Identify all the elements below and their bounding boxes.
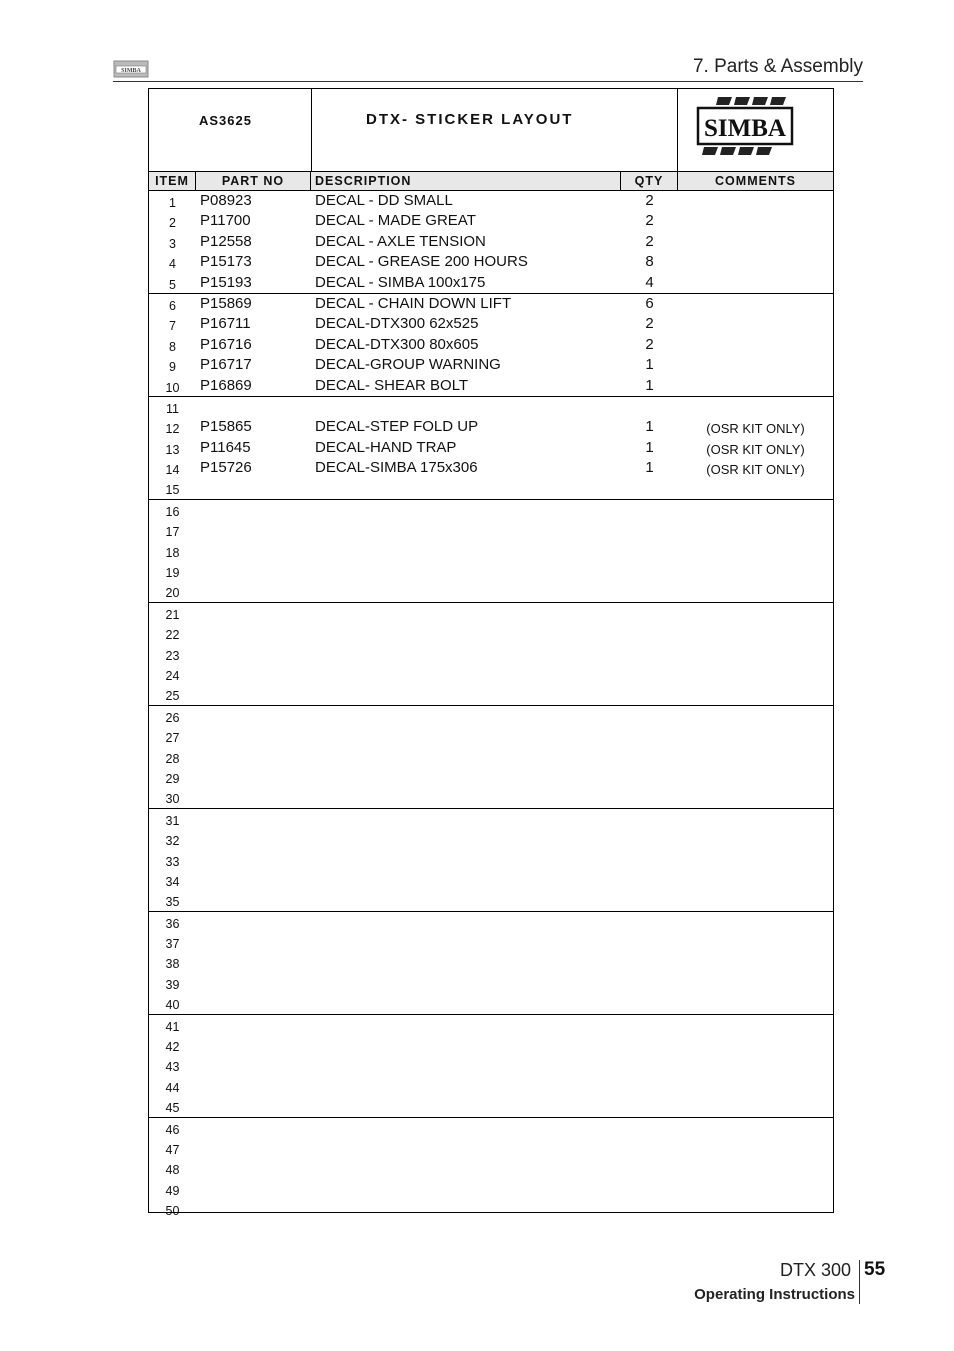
part-comment: [678, 993, 833, 1013]
table-row: [149, 458, 833, 478]
part-description: DECAL-GROUP WARNING: [315, 356, 501, 374]
part-quantity: 2: [645, 212, 654, 230]
table-row: [149, 973, 833, 993]
part-quantity: 1: [645, 376, 654, 394]
part-comment: [678, 684, 833, 704]
table-row: [149, 890, 833, 910]
part-comment: [678, 376, 833, 396]
header-rule: [113, 81, 863, 82]
part-quantity: [621, 767, 678, 787]
table-row: [149, 335, 833, 355]
part-quantity: [621, 478, 678, 498]
part-quantity: [621, 1015, 678, 1035]
item-number: 50: [165, 1204, 180, 1219]
item-number: 25: [165, 689, 180, 704]
item-number: 32: [165, 834, 180, 849]
part-quantity: 2: [645, 335, 654, 353]
part-quantity: [621, 952, 678, 972]
item-number: 14: [165, 463, 180, 478]
part-quantity: 8: [645, 253, 654, 271]
part-comment: [678, 520, 833, 540]
item-number: 18: [165, 545, 180, 560]
part-number: P16716: [200, 335, 252, 353]
assembly-code-cell: [149, 89, 312, 171]
part-comment: [678, 1096, 833, 1116]
table-row: [149, 1179, 833, 1199]
part-number: P15865: [200, 418, 252, 436]
part-description: DECAL - AXLE TENSION: [315, 232, 486, 250]
part-quantity: [621, 1158, 678, 1178]
part-number: P15193: [200, 273, 252, 291]
part-comment: [678, 232, 833, 252]
assembly-code: AS3625: [199, 113, 252, 128]
row-group: [149, 808, 833, 911]
part-comment: (OSR KIT ONLY): [706, 462, 805, 478]
part-quantity: [621, 1179, 678, 1199]
part-comment: [678, 726, 833, 746]
item-number: 40: [165, 998, 180, 1013]
table-row: [149, 273, 833, 293]
part-quantity: [621, 706, 678, 726]
table-row: [149, 561, 833, 581]
row-group: [149, 705, 833, 808]
item-number: 34: [165, 874, 180, 889]
part-quantity: [621, 726, 678, 746]
part-number: P11700: [200, 212, 251, 230]
item-number: 30: [165, 792, 180, 807]
part-description: DECAL-STEP FOLD UP: [315, 418, 479, 436]
table-row: [149, 952, 833, 972]
part-quantity: [621, 520, 678, 540]
table-row: [149, 870, 833, 890]
page-number: 55: [864, 1259, 886, 1280]
part-comment: [678, 191, 833, 211]
row-group: [149, 911, 833, 1014]
item-number: 42: [165, 1040, 180, 1055]
part-description: DECAL - SIMBA 100x175: [315, 273, 486, 291]
part-description: DECAL-DTX300 80x605: [315, 335, 479, 353]
simba-logo-cell: [678, 89, 833, 171]
item-number: 29: [165, 771, 180, 786]
part-comment: (OSR KIT ONLY): [706, 421, 805, 437]
item-number: 17: [165, 525, 180, 540]
part-comment: [678, 1158, 833, 1178]
part-comment: [678, 294, 833, 314]
part-comment: [678, 273, 833, 293]
item-number: 22: [165, 628, 180, 643]
part-comment: [678, 809, 833, 829]
part-comment: [678, 890, 833, 910]
part-number: P15173: [200, 253, 252, 271]
part-quantity: [621, 561, 678, 581]
part-number: P15726: [200, 459, 252, 477]
part-comment: [678, 1179, 833, 1199]
row-group: [149, 602, 833, 705]
row-group: [149, 293, 833, 396]
part-comment: (OSR KIT ONLY): [706, 441, 805, 457]
item-number: 5: [169, 277, 176, 292]
part-comment: [678, 706, 833, 726]
part-comment: [678, 747, 833, 767]
item-number: 12: [165, 422, 180, 437]
part-quantity: [621, 1138, 678, 1158]
table-row: [149, 603, 833, 623]
table-row: [149, 541, 833, 561]
table-row: [149, 809, 833, 829]
part-quantity: [621, 644, 678, 664]
footer-model: DTX 300: [780, 1260, 852, 1280]
table-row: [149, 850, 833, 870]
part-comment: [678, 500, 833, 520]
table-row: [149, 1035, 833, 1055]
part-comment: [678, 397, 833, 417]
part-quantity: 1: [645, 438, 654, 456]
table-row: [149, 1138, 833, 1158]
part-quantity: [621, 500, 678, 520]
item-number: 38: [165, 957, 180, 972]
table-row: [149, 767, 833, 787]
item-number: 45: [165, 1101, 180, 1116]
sheet-title: DTX- STICKER LAYOUT: [366, 111, 574, 128]
item-number: 28: [165, 751, 180, 766]
parts-rows: [149, 191, 833, 1220]
part-number: P12558: [200, 232, 252, 250]
table-row: [149, 787, 833, 807]
table-row: [149, 252, 833, 272]
header-simba-logo: [113, 60, 149, 78]
part-comment: [678, 767, 833, 787]
column-header-row: [149, 171, 833, 191]
part-comment: [678, 932, 833, 952]
part-quantity: [621, 603, 678, 623]
simba-logo: [696, 95, 794, 159]
part-quantity: [621, 912, 678, 932]
table-row: [149, 1015, 833, 1035]
item-number: 8: [169, 339, 176, 354]
table-row: [149, 294, 833, 314]
item-number: 16: [165, 504, 180, 519]
item-number: 46: [165, 1122, 180, 1137]
col-header-qty: QTY: [621, 172, 678, 190]
table-row: [149, 706, 833, 726]
item-number: 13: [165, 442, 180, 457]
table-row: [149, 623, 833, 643]
item-number: 10: [165, 380, 180, 395]
table-row: [149, 438, 833, 458]
part-comment: [678, 973, 833, 993]
part-description: DECAL - DD SMALL: [315, 192, 453, 209]
part-number: P16711: [200, 315, 251, 333]
part-quantity: [621, 809, 678, 829]
part-number: P16869: [200, 376, 252, 394]
table-row: [149, 726, 833, 746]
col-header-comments: COMMENTS: [715, 174, 796, 188]
part-quantity: [621, 684, 678, 704]
row-group: [149, 1014, 833, 1117]
item-number: 31: [165, 813, 180, 828]
part-comment: [678, 1035, 833, 1055]
item-number: 48: [165, 1163, 180, 1178]
part-quantity: [621, 850, 678, 870]
table-row: [149, 747, 833, 767]
col-header-description: DESCRIPTION: [312, 172, 621, 190]
table-row: [149, 232, 833, 252]
part-number: P15869: [200, 294, 252, 312]
item-number: 6: [169, 298, 176, 313]
item-number: 43: [165, 1060, 180, 1075]
part-comment: [678, 644, 833, 664]
table-row: [149, 993, 833, 1013]
col-header-item: ITEM: [149, 172, 196, 190]
part-quantity: [621, 932, 678, 952]
item-number: 39: [165, 977, 180, 992]
item-number: 4: [169, 257, 176, 272]
part-quantity: [621, 829, 678, 849]
footer-subtitle: Operating Instructions: [694, 1286, 855, 1303]
table-row: [149, 932, 833, 952]
table-row: [149, 191, 833, 211]
row-group: [149, 1117, 833, 1220]
svg-text:SIMBA: SIMBA: [121, 68, 141, 74]
part-comment: [678, 1199, 833, 1219]
row-group: [149, 499, 833, 602]
part-comment: [678, 1076, 833, 1096]
table-row: [149, 314, 833, 334]
part-comment: [678, 850, 833, 870]
item-number: 9: [169, 360, 176, 375]
part-description: DECAL-HAND TRAP: [315, 438, 457, 456]
table-row: [149, 664, 833, 684]
part-quantity: [621, 993, 678, 1013]
part-comment: [678, 1118, 833, 1138]
table-row: [149, 581, 833, 601]
part-comment: [678, 664, 833, 684]
sheet-title-cell: [312, 89, 678, 171]
section-title: 7. Parts & Assembly: [692, 56, 863, 77]
part-quantity: 2: [645, 192, 654, 209]
part-quantity: [621, 1076, 678, 1096]
part-comment: [678, 541, 833, 561]
part-quantity: 1: [645, 418, 654, 436]
parts-sheet: [148, 88, 834, 1219]
item-number: 7: [169, 319, 176, 334]
item-number: 24: [165, 668, 180, 683]
part-quantity: [621, 1055, 678, 1075]
part-quantity: 6: [645, 294, 654, 312]
table-row: [149, 376, 833, 396]
item-number: 11: [166, 401, 179, 416]
part-quantity: [621, 787, 678, 807]
item-number: 23: [165, 648, 180, 663]
part-quantity: [621, 890, 678, 910]
part-description: DECAL-DTX300 62x525: [315, 315, 479, 333]
table-row: [149, 211, 833, 231]
item-number: 47: [165, 1142, 180, 1157]
part-comment: [678, 335, 833, 355]
table-row: [149, 1076, 833, 1096]
item-number: 20: [165, 586, 180, 601]
part-quantity: [621, 973, 678, 993]
part-quantity: [621, 1035, 678, 1055]
item-number: 33: [165, 854, 180, 869]
part-comment: [678, 912, 833, 932]
table-row: [149, 1096, 833, 1116]
item-number: 2: [169, 216, 176, 231]
part-description: DECAL - CHAIN DOWN LIFT: [315, 294, 512, 312]
part-quantity: [621, 397, 678, 417]
item-number: 44: [165, 1080, 180, 1095]
table-row: [149, 912, 833, 932]
part-description: DECAL - MADE GREAT: [315, 212, 476, 230]
part-comment: [678, 787, 833, 807]
table-row: [149, 355, 833, 375]
part-comment: [678, 1138, 833, 1158]
item-number: 1: [169, 196, 176, 210]
part-comment: [678, 603, 833, 623]
part-description: DECAL-SIMBA 175x306: [315, 459, 478, 477]
part-quantity: 2: [645, 232, 654, 250]
table-row: [149, 684, 833, 704]
part-quantity: [621, 1118, 678, 1138]
table-row: [149, 478, 833, 498]
part-comment: [678, 355, 833, 375]
part-comment: [678, 211, 833, 231]
part-comment: [678, 829, 833, 849]
part-comment: [678, 252, 833, 272]
item-number: 15: [165, 483, 180, 498]
item-number: 19: [165, 566, 180, 581]
part-quantity: [621, 623, 678, 643]
item-number: 27: [165, 731, 180, 746]
part-quantity: [621, 870, 678, 890]
table-row: [149, 500, 833, 520]
part-quantity: 1: [645, 356, 654, 374]
item-number: 35: [165, 895, 180, 910]
table-row: [149, 829, 833, 849]
table-row: [149, 417, 833, 437]
item-number: 3: [169, 236, 176, 251]
table-row: [149, 1118, 833, 1138]
table-row: [149, 1055, 833, 1075]
part-comment: [678, 952, 833, 972]
part-quantity: [621, 664, 678, 684]
row-group: [149, 191, 833, 293]
part-comment: [678, 561, 833, 581]
row-group: [149, 396, 833, 499]
part-comment: [678, 870, 833, 890]
part-quantity: 1: [645, 459, 654, 477]
part-description: DECAL- SHEAR BOLT: [315, 376, 469, 394]
part-quantity: [621, 581, 678, 601]
item-number: 26: [165, 710, 180, 725]
part-number: P11645: [200, 438, 251, 456]
part-comment: [678, 581, 833, 601]
table-row: [149, 1158, 833, 1178]
item-number: 36: [165, 916, 180, 931]
svg-text:SIMBA: SIMBA: [704, 115, 786, 142]
part-comment: [678, 1055, 833, 1075]
part-quantity: [621, 541, 678, 561]
part-quantity: 4: [645, 273, 654, 291]
part-comment: [678, 314, 833, 334]
table-row: [149, 397, 833, 417]
item-number: 49: [165, 1183, 180, 1198]
footer-divider: [859, 1260, 860, 1304]
part-quantity: [621, 747, 678, 767]
sheet-title-row: [149, 89, 833, 171]
part-quantity: [621, 1199, 678, 1219]
col-header-part-no: PART NO: [196, 172, 311, 190]
part-comment: [678, 478, 833, 498]
part-comment: [678, 623, 833, 643]
part-description: DECAL - GREASE 200 HOURS: [315, 253, 528, 271]
item-number: 41: [165, 1019, 180, 1034]
part-comment: [678, 1015, 833, 1035]
table-row: [149, 644, 833, 664]
table-row: [149, 520, 833, 540]
item-number: 21: [165, 607, 180, 622]
part-quantity: [621, 1096, 678, 1116]
table-row: [149, 1199, 833, 1219]
item-number: 37: [165, 937, 180, 952]
part-quantity: 2: [645, 315, 654, 333]
part-number: P16717: [200, 356, 252, 374]
part-number: P08923: [200, 192, 252, 209]
